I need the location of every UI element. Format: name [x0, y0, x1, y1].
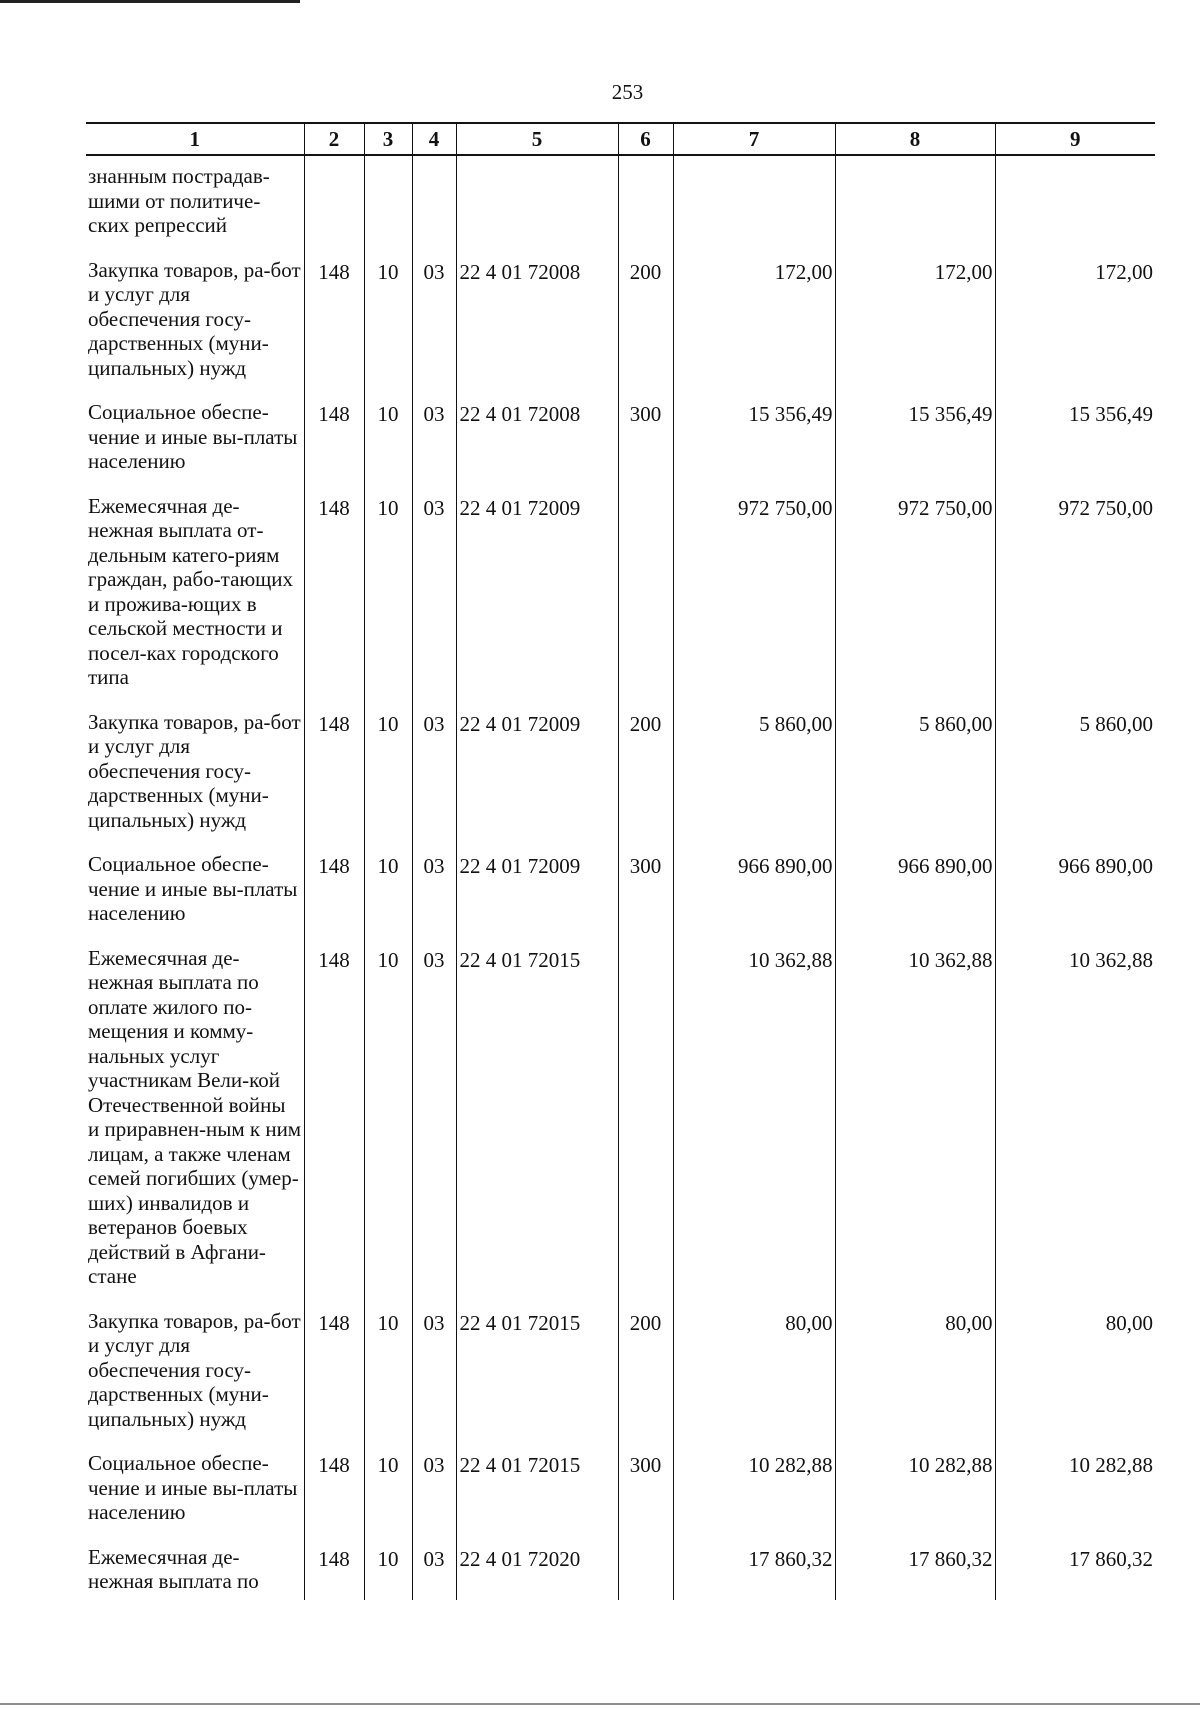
cell-target-article: 22 4 01 72009 — [456, 494, 618, 710]
cell-expense-type: 300 — [618, 400, 673, 494]
cell-amount-2: 10 362,88 — [835, 946, 995, 1309]
cell-ministry-code: 148 — [304, 494, 364, 710]
cell-amount-2: 80,00 — [835, 1309, 995, 1452]
cell-expense-type: 200 — [618, 710, 673, 853]
cell-target-article: 22 4 01 72009 — [456, 852, 618, 946]
cell-subsection: 03 — [412, 1309, 456, 1452]
cell-target-article: 22 4 01 72008 — [456, 400, 618, 494]
cell-subsection: 03 — [412, 946, 456, 1309]
cell-ministry-code: 148 — [304, 1451, 364, 1545]
cell-ministry-code: 148 — [304, 1309, 364, 1452]
scan-edge-top — [0, 0, 300, 3]
cell-amount-3: 172,00 — [995, 258, 1155, 401]
budget-table — [86, 122, 1155, 1600]
table-row — [86, 852, 1155, 946]
cell-amount-1: 966 890,00 — [673, 852, 835, 946]
cell-section: 10 — [364, 710, 412, 853]
cell-amount-2: 966 890,00 — [835, 852, 995, 946]
cell-ministry-code — [304, 155, 364, 258]
column-header: 1 — [86, 123, 304, 155]
cell-amount-1: 10 282,88 — [673, 1451, 835, 1545]
cell-target-article: 22 4 01 72015 — [456, 946, 618, 1309]
cell-expense-type: 300 — [618, 1451, 673, 1545]
row-name: знанным пострадав-шими от политиче-ских репрессий — [88, 164, 270, 237]
cell-amount-3: 972 750,00 — [995, 494, 1155, 710]
cell-section: 10 — [364, 946, 412, 1309]
cell-expense-type: 200 — [618, 1309, 673, 1452]
cell-amount-3 — [995, 155, 1155, 258]
cell-expense-type: 300 — [618, 852, 673, 946]
row-name: Социальное обеспе-чение и иные вы-платы населению — [88, 1451, 298, 1524]
cell-subsection: 03 — [412, 1545, 456, 1600]
cell-section — [364, 155, 412, 258]
cell-amount-3: 80,00 — [995, 1309, 1155, 1452]
cell-amount-1: 172,00 — [673, 258, 835, 401]
row-name: Закупка товаров, ра-бот и услуг для обеспечения госу-дарственных (муни-ципальных) нужд — [88, 257, 301, 380]
column-header: 6 — [618, 123, 673, 155]
cell-subsection: 03 — [412, 400, 456, 494]
cell-ministry-code: 148 — [304, 710, 364, 853]
cell-section: 10 — [364, 852, 412, 946]
cell-section: 10 — [364, 1545, 412, 1600]
cell-expense-type: 200 — [618, 258, 673, 401]
cell-amount-3: 15 356,49 — [995, 400, 1155, 494]
row-name: Социальное обеспе-чение и иные вы-платы населению — [88, 852, 298, 925]
row-name: Ежемесячная де-нежная выплата от-дельным катего-риям граждан, рабо-тающих и прожива-ющих в сельской местности и посел-ках городского типа — [88, 493, 294, 689]
table-row — [86, 1451, 1155, 1545]
cell-amount-3: 966 890,00 — [995, 852, 1155, 946]
cell-expense-type — [618, 155, 673, 258]
cell-subsection: 03 — [412, 852, 456, 946]
cell-target-article: 22 4 01 72009 — [456, 710, 618, 853]
cell-target-article: 22 4 01 72008 — [456, 258, 618, 401]
cell-subsection: 03 — [412, 494, 456, 710]
cell-target-article — [456, 155, 618, 258]
page-number: 253 — [611, 80, 644, 104]
cell-amount-2: 172,00 — [835, 258, 995, 401]
cell-amount-1 — [673, 155, 835, 258]
column-header: 9 — [995, 123, 1155, 155]
table-row — [86, 155, 1155, 258]
table-header-row — [86, 123, 1155, 155]
cell-amount-3: 10 282,88 — [995, 1451, 1155, 1545]
cell-amount-1: 17 860,32 — [673, 1545, 835, 1600]
cell-amount-1: 15 356,49 — [673, 400, 835, 494]
row-name: Ежемесячная де-нежная выплата по — [88, 1544, 259, 1593]
table-row — [86, 1545, 1155, 1600]
cell-subsection: 03 — [412, 1451, 456, 1545]
cell-amount-1: 5 860,00 — [673, 710, 835, 853]
cell-section: 10 — [364, 494, 412, 710]
cell-ministry-code: 148 — [304, 1545, 364, 1600]
cell-ministry-code: 148 — [304, 258, 364, 401]
cell-amount-3: 17 860,32 — [995, 1545, 1155, 1600]
cell-amount-2: 10 282,88 — [835, 1451, 995, 1545]
cell-section: 10 — [364, 1309, 412, 1452]
cell-expense-type — [618, 1545, 673, 1600]
cell-amount-2: 5 860,00 — [835, 710, 995, 853]
table-row — [86, 1309, 1155, 1452]
cell-target-article: 22 4 01 72020 — [456, 1545, 618, 1600]
column-header: 7 — [673, 123, 835, 155]
column-header: 2 — [304, 123, 364, 155]
table-row — [86, 946, 1155, 1309]
table-row — [86, 494, 1155, 710]
cell-amount-2 — [835, 155, 995, 258]
table-row — [86, 400, 1155, 494]
table-row — [86, 710, 1155, 853]
cell-amount-3: 10 362,88 — [995, 946, 1155, 1309]
cell-amount-3: 5 860,00 — [995, 710, 1155, 853]
column-header: 3 — [364, 123, 412, 155]
cell-section: 10 — [364, 1451, 412, 1545]
cell-expense-type — [618, 946, 673, 1309]
row-name: Ежемесячная де-нежная выплата по оплате жилого по-мещения и комму-нальных услуг участникам Вели-кой Отечественной войны и приравнен-ным к ним лицам, а также членам семей погибших (умер-ших) инвалидов и ветеранов боевых действий в Афгани-стане — [88, 945, 302, 1288]
row-name: Социальное обеспе-чение и иные вы-платы населению — [88, 400, 298, 473]
cell-ministry-code: 148 — [304, 946, 364, 1309]
cell-ministry-code: 148 — [304, 852, 364, 946]
cell-target-article: 22 4 01 72015 — [456, 1451, 618, 1545]
cell-amount-1: 10 362,88 — [673, 946, 835, 1309]
cell-amount-2: 972 750,00 — [835, 494, 995, 710]
table-row — [86, 258, 1155, 401]
cell-subsection — [412, 155, 456, 258]
cell-ministry-code: 148 — [304, 400, 364, 494]
cell-amount-2: 15 356,49 — [835, 400, 995, 494]
column-header: 5 — [456, 123, 618, 155]
column-header: 8 — [835, 123, 995, 155]
column-header: 4 — [412, 123, 456, 155]
cell-amount-1: 972 750,00 — [673, 494, 835, 710]
cell-subsection: 03 — [412, 258, 456, 401]
cell-section: 10 — [364, 400, 412, 494]
cell-expense-type — [618, 494, 673, 710]
cell-target-article: 22 4 01 72015 — [456, 1309, 618, 1452]
cell-amount-1: 80,00 — [673, 1309, 835, 1452]
scan-edge-bottom — [0, 1703, 1200, 1705]
cell-amount-2: 17 860,32 — [835, 1545, 995, 1600]
row-name: Закупка товаров, ра-бот и услуг для обеспечения госу-дарственных (муни-ципальных) нужд — [88, 709, 301, 832]
cell-subsection: 03 — [412, 710, 456, 853]
row-name: Закупка товаров, ра-бот и услуг для обеспечения госу-дарственных (муни-ципальных) нужд — [88, 1308, 301, 1431]
cell-section: 10 — [364, 258, 412, 401]
